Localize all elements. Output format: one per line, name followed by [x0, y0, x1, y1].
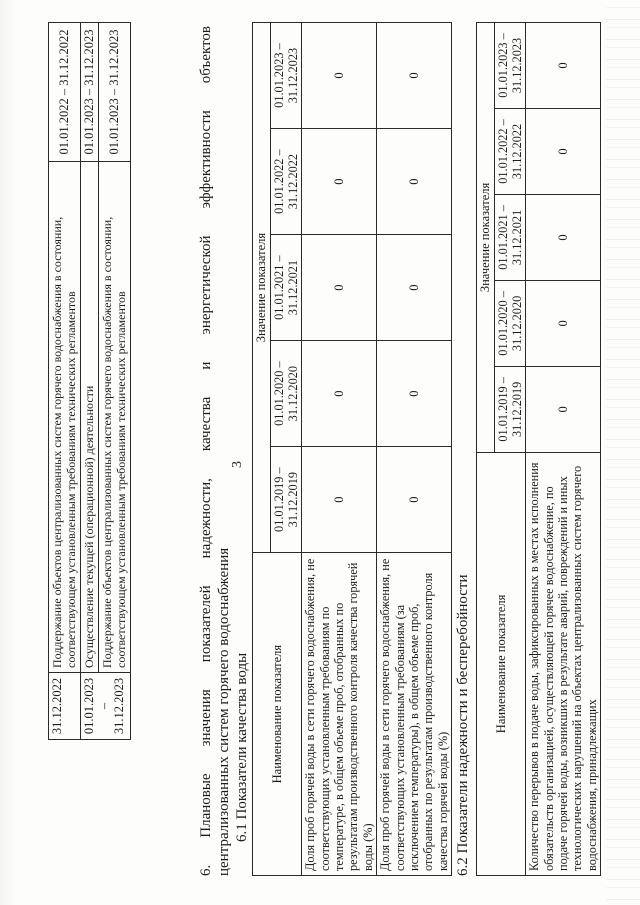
section5-measures-table [48, 22, 131, 740]
table-row [302, 23, 377, 876]
table-row [98, 23, 130, 740]
water-quality-table [252, 22, 452, 876]
section61-heading: 6.1 Показатели качества воды [234, 652, 250, 842]
value-cell: 0 [302, 235, 377, 341]
indicator-name: Количество перерывов в подаче воды, зафиксированных в местах исполнения обязательств организацией, осуществляющей горячее водоснабжение, по подаче горячей воды, возникших в результате аварий, повреждений и иных технологических нарушений на объектах централизованных систем горячего водоснабжения, принадлежащих [526, 452, 601, 875]
value-cell: 0 [526, 366, 601, 452]
table-header-row [253, 23, 271, 876]
value-cell: 0 [302, 23, 377, 129]
col-header-period: 01.01.2019 – 31.12.2019 [495, 366, 526, 452]
col-header-value: Значение показателя [477, 23, 495, 453]
value-cell: 0 [377, 129, 452, 235]
col-header-period: 01.01.2022 – 31.12.2022 [495, 108, 526, 194]
col-header-period: 01.01.2020 – 31.12.2020 [495, 280, 526, 366]
value-cell: 0 [302, 129, 377, 235]
reliability-table [476, 22, 601, 876]
col-header-value: Значение показателя [253, 23, 271, 553]
value-cell: 0 [526, 23, 601, 109]
table-row [80, 23, 98, 740]
table-row [526, 23, 601, 876]
col-header-period: 01.01.2023 – 31.12.2023 [271, 23, 302, 129]
col-header-period: 01.01.2020 – 31.12.2020 [271, 341, 302, 447]
row-start-cell: 01.01.2023 – 31.12.2023 [80, 673, 130, 740]
period-cell: 01.01.2023 – 31.12.2023 [80, 23, 98, 162]
measure-cell: Поддержание объектов централизованных систем горячего водоснабжения в состоянии, соответствующем установленным требованиям технических регламентов [98, 162, 130, 673]
period-cell: 01.01.2022 – 31.12.2022 [49, 23, 81, 162]
row-start-cell: 31.12.2022 [49, 673, 81, 740]
col-header-name: Наименование показателя [477, 452, 526, 875]
col-header-period: 01.01.2022 – 31.12.2022 [271, 129, 302, 235]
period-cell: 01.01.2023 – 31.12.2023 [98, 23, 130, 162]
value-cell: 0 [526, 280, 601, 366]
section6-heading-cont: централизованных систем горячего водоснабжения [216, 547, 232, 876]
value-cell: 0 [302, 447, 377, 553]
indicator-name: Доля проб горячей воды в сети горячего водоснабжения, не соответствующих установленным требованиям по температуре, в общем объеме проб, отобранных по результатам производственного контроля качества горячей воды (%) [302, 553, 377, 876]
table-row [49, 23, 81, 740]
indicator-name: Доля проб горячей воды в сети горячего водоснабжения, не соответствующих установленным требованиям (за исключением температуры), в общем объеме проб, отобранных по результатам производственного контроля качества горячей воды (%) [377, 553, 452, 876]
section6-heading: 6. Плановые значения показателей надежности, качества и энергетической эффективности объектов [198, 26, 214, 876]
col-header-period: 01.01.2021 – 31.12.2021 [271, 235, 302, 341]
page-number: 3 [230, 461, 245, 468]
measure-cell: Поддержание объектов централизованных систем горячего водоснабжения в состоянии, соответствующем установленным требованиям технических регламентов [49, 162, 81, 673]
rotated-document-sheet [30, 12, 630, 892]
col-header-name: Наименование показателя [253, 553, 302, 876]
col-header-period: 01.01.2019 – 31.12.2019 [271, 447, 302, 553]
value-cell: 0 [377, 235, 452, 341]
value-cell: 0 [526, 194, 601, 280]
col-header-period: 01.01.2023 – 31.12.2023 [495, 23, 526, 109]
value-cell: 0 [302, 341, 377, 447]
value-cell: 0 [377, 23, 452, 129]
col-header-period: 01.01.2021 – 31.12.2021 [495, 194, 526, 280]
table-header-row [477, 23, 495, 876]
value-cell: 0 [377, 447, 452, 553]
value-cell: 0 [377, 341, 452, 447]
table-row [377, 23, 452, 876]
section62-heading: 6.2 Показатели надежности и бесперебойности [455, 574, 471, 876]
scan-left-margin [0, 0, 14, 905]
measure-cell: Осуществление текущей (операционной) деятельности [80, 162, 98, 673]
value-cell: 0 [526, 108, 601, 194]
